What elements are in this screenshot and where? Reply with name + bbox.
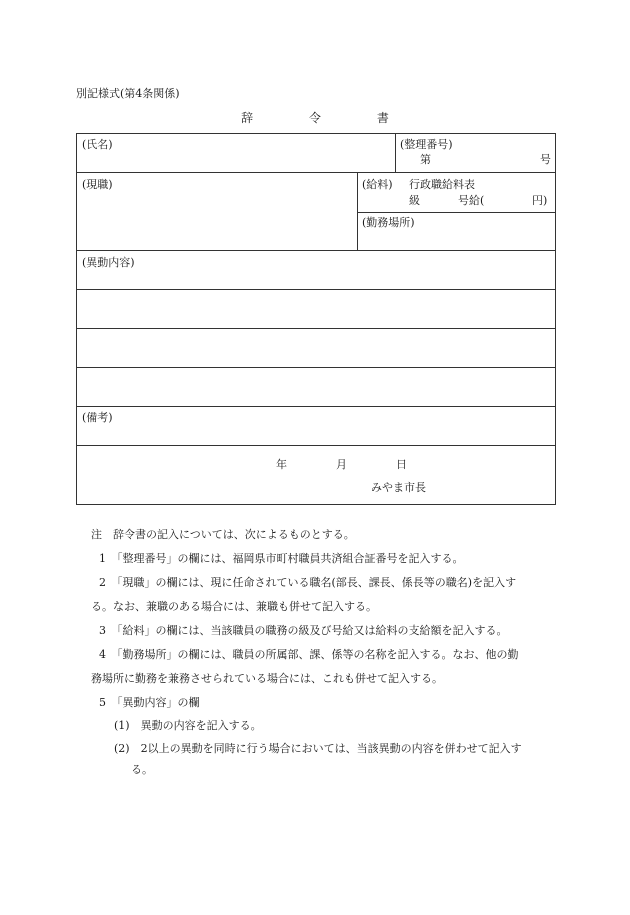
row-divider-7	[77, 445, 555, 446]
note-item-5-sub-1: (1) 異動の内容を記入する。	[114, 719, 262, 732]
kyuryo-table: 行政職給料表	[409, 178, 475, 191]
signer: みやま市長	[371, 481, 426, 494]
date-day: 日	[396, 458, 407, 471]
seiri-go: 号	[540, 153, 551, 166]
note-item-5: 5 「異動内容」の欄	[99, 696, 200, 709]
note-item-3: 3 「給料」の欄には、当該職員の職務の級及び号給又は給料の支給額を記入する。	[99, 624, 508, 637]
row-divider-3	[77, 289, 555, 290]
notes-intro: 注 辞令書の記入については、次によるものとする。	[91, 528, 355, 541]
note-item-2-line-1: 2 「現職」の欄には、現に任命されている職名(部長、課長、係長等の職名)を記入す	[99, 576, 517, 589]
col-divider-name	[395, 134, 396, 172]
name-label: (氏名)	[82, 138, 113, 151]
note-item-4-line-2: 務場所に勤務を兼務させられている場合には、これも併せて記入する。	[91, 672, 443, 685]
document-title	[0, 111, 630, 125]
note-item-2-line-2: る。なお、兼職のある場合には、兼職も併せて記入する。	[91, 600, 377, 613]
seiri-dai: 第	[420, 153, 431, 166]
kyu-label: 級	[409, 194, 420, 207]
row-divider-2	[77, 250, 555, 251]
note-item-5-sub-2-line-2: る。	[131, 763, 153, 776]
row-divider-salary	[357, 212, 555, 213]
date-month: 月	[336, 458, 347, 471]
row-divider-4	[77, 328, 555, 329]
kinmu-label: (勤務場所)	[362, 216, 415, 229]
note-item-1: 1 「整理番号」の欄には、福岡県市町村職員共済組合証番号を記入する。	[99, 552, 464, 565]
gokyu-label: 号給(	[458, 194, 485, 207]
col-divider-current	[357, 172, 358, 250]
biko-label: (備考)	[82, 411, 113, 424]
note-item-5-sub-2-line-1: (2) 2以上の異動を同時に行う場合においては、当該異動の内容を併わせて記入す	[114, 742, 522, 755]
row-divider-6	[77, 406, 555, 407]
appointment-form-table	[76, 133, 556, 505]
seiri-label: (整理番号)	[400, 138, 453, 151]
genshoku-label: (現職)	[82, 178, 113, 191]
row-divider-1	[77, 172, 555, 173]
row-divider-5	[77, 367, 555, 368]
date-year: 年	[276, 458, 287, 471]
kyuryo-label: (給料)	[362, 178, 393, 191]
title-char-2: 令	[308, 111, 321, 125]
form-reference: 別記様式(第4条関係)	[76, 87, 180, 100]
note-item-4-line-1: 4 「勤務場所」の欄には、職員の所属部、課、係等の名称を記入する。なお、他の勤	[99, 648, 519, 661]
en-label: 円)	[532, 194, 548, 207]
ido-label: (異動内容)	[82, 256, 135, 269]
title-char-3: 書	[376, 111, 389, 125]
title-char-1: 辞	[241, 111, 254, 125]
